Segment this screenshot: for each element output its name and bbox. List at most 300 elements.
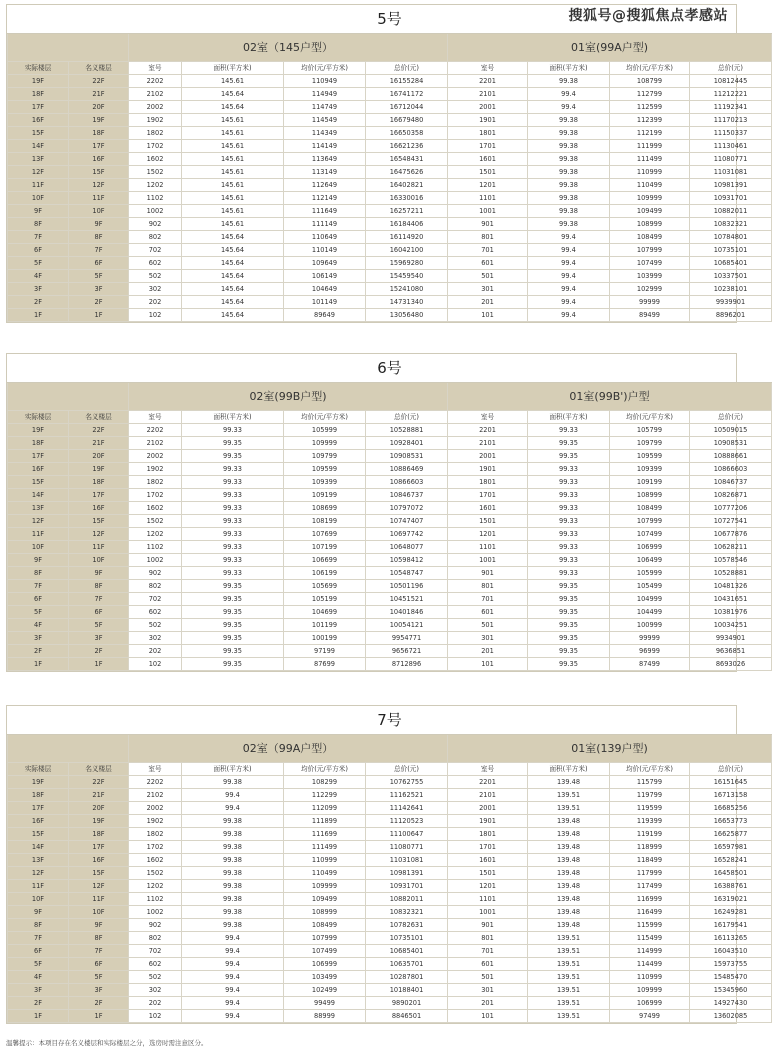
building-title: 6号 bbox=[8, 354, 772, 383]
cell-room-no: 2002 bbox=[129, 802, 182, 815]
cell-room-no: 2202 bbox=[129, 75, 182, 88]
cell-area: 139.48 bbox=[528, 919, 610, 932]
cell-total-price: 10648077 bbox=[366, 541, 448, 554]
cell-area: 139.48 bbox=[528, 867, 610, 880]
table-row bbox=[8, 997, 772, 1010]
cell-total-price: 9934901 bbox=[690, 632, 772, 645]
cell-room-no: 102 bbox=[129, 309, 182, 322]
cell-area: 145.64 bbox=[182, 101, 284, 114]
cell-room-no: 702 bbox=[129, 244, 182, 257]
cell-total-price: 16257211 bbox=[366, 205, 448, 218]
cell-unit-price: 105999 bbox=[610, 567, 690, 580]
cell-area: 99.33 bbox=[182, 502, 284, 515]
cell-room-no: 501 bbox=[448, 270, 528, 283]
cell-total-price: 14731340 bbox=[366, 296, 448, 309]
cell-unit-price: 111649 bbox=[284, 205, 366, 218]
cell-total-price: 16043510 bbox=[690, 945, 772, 958]
table-row bbox=[8, 192, 772, 205]
cell-total-price: 10287801 bbox=[366, 971, 448, 984]
table-row bbox=[8, 179, 772, 192]
table-row bbox=[8, 528, 772, 541]
table-row bbox=[8, 984, 772, 997]
cell-room-no: 1801 bbox=[448, 127, 528, 140]
cell-total-price: 9939901 bbox=[690, 296, 772, 309]
cell-total-price: 11120523 bbox=[366, 815, 448, 828]
table-row bbox=[8, 283, 772, 296]
cell-unit-price: 117499 bbox=[610, 880, 690, 893]
cell-total-price: 10337501 bbox=[690, 270, 772, 283]
table-row bbox=[8, 515, 772, 528]
cell-nominal-floor: 17F bbox=[69, 140, 129, 153]
cell-unit-price: 109999 bbox=[610, 984, 690, 997]
cell-unit-price: 109799 bbox=[610, 437, 690, 450]
cell-unit-price: 107499 bbox=[610, 528, 690, 541]
table-row bbox=[8, 841, 772, 854]
cell-total-price: 16184406 bbox=[366, 218, 448, 231]
cell-room-no: 1502 bbox=[129, 867, 182, 880]
cell-total-price: 11031081 bbox=[690, 166, 772, 179]
cell-total-price: 16249281 bbox=[690, 906, 772, 919]
cell-room-no: 2101 bbox=[448, 437, 528, 450]
cell-actual-floor: 12F bbox=[8, 515, 69, 528]
cell-area: 99.33 bbox=[528, 502, 610, 515]
cell-room-no: 802 bbox=[129, 580, 182, 593]
cell-nominal-floor: 5F bbox=[69, 971, 129, 984]
cell-total-price: 10578546 bbox=[690, 554, 772, 567]
cell-area: 99.35 bbox=[182, 606, 284, 619]
cell-unit-price: 109799 bbox=[284, 450, 366, 463]
cell-actual-floor: 11F bbox=[8, 179, 69, 192]
cell-total-price: 16402821 bbox=[366, 179, 448, 192]
cell-unit-price: 106999 bbox=[284, 958, 366, 971]
cell-unit-price: 87499 bbox=[610, 658, 690, 671]
cell-unit-price: 116999 bbox=[610, 893, 690, 906]
cell-room-no: 1902 bbox=[129, 815, 182, 828]
cell-area: 99.33 bbox=[528, 515, 610, 528]
cell-room-no: 1102 bbox=[129, 893, 182, 906]
cell-nominal-floor: 8F bbox=[69, 932, 129, 945]
cell-unit-price: 103999 bbox=[610, 270, 690, 283]
cell-total-price: 10797072 bbox=[366, 502, 448, 515]
table-row bbox=[8, 580, 772, 593]
cell-total-price: 10866603 bbox=[690, 463, 772, 476]
cell-total-price: 16155284 bbox=[366, 75, 448, 88]
cell-area: 145.61 bbox=[182, 166, 284, 179]
cell-unit-price: 110499 bbox=[610, 179, 690, 192]
cell-unit-price: 109599 bbox=[284, 463, 366, 476]
cell-area: 139.48 bbox=[528, 815, 610, 828]
cell-total-price: 10054121 bbox=[366, 619, 448, 632]
cell-nominal-floor: 16F bbox=[69, 854, 129, 867]
cell-nominal-floor: 12F bbox=[69, 179, 129, 192]
cell-room-no: 901 bbox=[448, 567, 528, 580]
cell-total-price: 16621236 bbox=[366, 140, 448, 153]
cell-area: 99.35 bbox=[182, 437, 284, 450]
cell-area: 139.51 bbox=[528, 802, 610, 815]
cell-room-no: 502 bbox=[129, 270, 182, 283]
cell-unit-price: 117999 bbox=[610, 867, 690, 880]
cell-unit-price: 111499 bbox=[610, 153, 690, 166]
column-header-room-no: 室号 bbox=[448, 411, 528, 424]
cell-area: 99.4 bbox=[528, 283, 610, 296]
cell-unit-price: 119199 bbox=[610, 828, 690, 841]
cell-total-price: 8846501 bbox=[366, 1010, 448, 1023]
cell-area: 99.4 bbox=[182, 1010, 284, 1023]
cell-unit-price: 108999 bbox=[284, 906, 366, 919]
cell-room-no: 801 bbox=[448, 932, 528, 945]
cell-area: 145.61 bbox=[182, 114, 284, 127]
cell-unit-price: 113149 bbox=[284, 166, 366, 179]
cell-area: 139.48 bbox=[528, 906, 610, 919]
cell-unit-price: 114749 bbox=[284, 101, 366, 114]
cell-room-no: 901 bbox=[448, 919, 528, 932]
column-header-actual-floor: 实际楼层 bbox=[8, 763, 69, 776]
cell-nominal-floor: 20F bbox=[69, 101, 129, 114]
cell-area: 99.4 bbox=[528, 257, 610, 270]
cell-area: 99.38 bbox=[182, 776, 284, 789]
cell-total-price: 11212221 bbox=[690, 88, 772, 101]
cell-unit-price: 110999 bbox=[284, 854, 366, 867]
cell-room-no: 101 bbox=[448, 309, 528, 322]
cell-area: 99.33 bbox=[182, 541, 284, 554]
cell-room-no: 2001 bbox=[448, 802, 528, 815]
cell-unit-price: 109999 bbox=[284, 880, 366, 893]
cell-actual-floor: 13F bbox=[8, 153, 69, 166]
group-spacer bbox=[8, 34, 129, 62]
table-row bbox=[8, 593, 772, 606]
cell-total-price: 10908531 bbox=[366, 450, 448, 463]
table-row bbox=[8, 489, 772, 502]
cell-unit-price: 109999 bbox=[610, 192, 690, 205]
column-header-room-no: 室号 bbox=[129, 62, 182, 75]
table-row bbox=[8, 893, 772, 906]
cell-actual-floor: 9F bbox=[8, 906, 69, 919]
cell-room-no: 1901 bbox=[448, 114, 528, 127]
cell-total-price: 11170213 bbox=[690, 114, 772, 127]
cell-unit-price: 108999 bbox=[610, 489, 690, 502]
table-row bbox=[8, 789, 772, 802]
table-row bbox=[8, 424, 772, 437]
cell-actual-floor: 15F bbox=[8, 828, 69, 841]
cell-nominal-floor: 10F bbox=[69, 906, 129, 919]
cell-unit-price: 112799 bbox=[610, 88, 690, 101]
cell-room-no: 602 bbox=[129, 958, 182, 971]
cell-nominal-floor: 9F bbox=[69, 567, 129, 580]
cell-actual-floor: 19F bbox=[8, 75, 69, 88]
cell-unit-price: 99999 bbox=[610, 632, 690, 645]
cell-unit-price: 107499 bbox=[610, 257, 690, 270]
cell-nominal-floor: 11F bbox=[69, 893, 129, 906]
cell-area: 139.48 bbox=[528, 841, 610, 854]
table-row bbox=[8, 114, 772, 127]
cell-area: 145.64 bbox=[182, 296, 284, 309]
footnote: 温馨提示：本项目存在名义楼层和实际楼层之分，选房时需注意区分。 bbox=[6, 1039, 208, 1047]
cell-room-no: 1001 bbox=[448, 205, 528, 218]
cell-nominal-floor: 7F bbox=[69, 593, 129, 606]
cell-unit-price: 102999 bbox=[610, 283, 690, 296]
cell-total-price: 9636851 bbox=[690, 645, 772, 658]
table-row bbox=[8, 88, 772, 101]
cell-total-price: 11031081 bbox=[366, 854, 448, 867]
building-title: 5号 bbox=[8, 5, 772, 34]
cell-unit-price: 114949 bbox=[284, 88, 366, 101]
table-row bbox=[8, 658, 772, 671]
cell-total-price: 16741172 bbox=[366, 88, 448, 101]
cell-area: 99.4 bbox=[528, 101, 610, 114]
cell-unit-price: 110649 bbox=[284, 231, 366, 244]
table-row bbox=[8, 619, 772, 632]
cell-actual-floor: 12F bbox=[8, 867, 69, 880]
cell-unit-price: 104999 bbox=[610, 593, 690, 606]
table-row bbox=[8, 958, 772, 971]
cell-room-no: 701 bbox=[448, 244, 528, 257]
cell-room-no: 501 bbox=[448, 971, 528, 984]
cell-actual-floor: 17F bbox=[8, 101, 69, 114]
cell-actual-floor: 9F bbox=[8, 205, 69, 218]
cell-area: 99.38 bbox=[182, 815, 284, 828]
cell-unit-price: 105999 bbox=[284, 424, 366, 437]
cell-actual-floor: 15F bbox=[8, 127, 69, 140]
table-row bbox=[8, 309, 772, 322]
column-header-actual-floor: 实际楼层 bbox=[8, 62, 69, 75]
table-row bbox=[8, 218, 772, 231]
cell-unit-price: 112399 bbox=[610, 114, 690, 127]
cell-nominal-floor: 6F bbox=[69, 606, 129, 619]
cell-area: 145.61 bbox=[182, 192, 284, 205]
cell-actual-floor: 13F bbox=[8, 854, 69, 867]
cell-unit-price: 112649 bbox=[284, 179, 366, 192]
cell-room-no: 2101 bbox=[448, 789, 528, 802]
cell-total-price: 13602085 bbox=[690, 1010, 772, 1023]
cell-area: 145.64 bbox=[182, 257, 284, 270]
cell-area: 99.33 bbox=[182, 515, 284, 528]
cell-actual-floor: 8F bbox=[8, 567, 69, 580]
cell-area: 99.38 bbox=[528, 218, 610, 231]
cell-unit-price: 106699 bbox=[284, 554, 366, 567]
cell-unit-price: 114549 bbox=[284, 114, 366, 127]
table-row bbox=[8, 776, 772, 789]
cell-total-price: 10846737 bbox=[366, 489, 448, 502]
cell-room-no: 1501 bbox=[448, 515, 528, 528]
cell-actual-floor: 16F bbox=[8, 815, 69, 828]
cell-area: 99.35 bbox=[528, 606, 610, 619]
cell-nominal-floor: 21F bbox=[69, 789, 129, 802]
cell-nominal-floor: 2F bbox=[69, 296, 129, 309]
cell-area: 99.33 bbox=[182, 489, 284, 502]
cell-room-no: 302 bbox=[129, 632, 182, 645]
cell-nominal-floor: 15F bbox=[69, 867, 129, 880]
cell-total-price: 10846737 bbox=[690, 476, 772, 489]
cell-nominal-floor: 1F bbox=[69, 1010, 129, 1023]
cell-room-no: 801 bbox=[448, 580, 528, 593]
cell-unit-price: 101149 bbox=[284, 296, 366, 309]
cell-total-price: 10238101 bbox=[690, 283, 772, 296]
cell-unit-price: 114149 bbox=[284, 140, 366, 153]
cell-total-price: 10677876 bbox=[690, 528, 772, 541]
cell-total-price: 10034251 bbox=[690, 619, 772, 632]
cell-area: 99.35 bbox=[528, 645, 610, 658]
cell-room-no: 502 bbox=[129, 619, 182, 632]
cell-area: 99.4 bbox=[528, 296, 610, 309]
cell-room-no: 2001 bbox=[448, 450, 528, 463]
cell-total-price: 10882011 bbox=[690, 205, 772, 218]
cell-unit-price: 97199 bbox=[284, 645, 366, 658]
building-title: 7号 bbox=[8, 706, 772, 735]
cell-total-price: 10981391 bbox=[366, 867, 448, 880]
cell-area: 99.4 bbox=[528, 309, 610, 322]
cell-unit-price: 108699 bbox=[284, 502, 366, 515]
cell-area: 139.51 bbox=[528, 958, 610, 971]
cell-total-price: 10931701 bbox=[690, 192, 772, 205]
cell-unit-price: 119599 bbox=[610, 802, 690, 815]
cell-room-no: 202 bbox=[129, 645, 182, 658]
cell-actual-floor: 16F bbox=[8, 463, 69, 476]
building-6-table bbox=[6, 353, 748, 672]
cell-area: 145.61 bbox=[182, 153, 284, 166]
cell-total-price: 10888661 bbox=[690, 450, 772, 463]
cell-total-price: 15969280 bbox=[366, 257, 448, 270]
cell-actual-floor: 16F bbox=[8, 114, 69, 127]
cell-area: 99.33 bbox=[182, 554, 284, 567]
cell-area: 99.38 bbox=[528, 114, 610, 127]
column-header-actual-floor: 实际楼层 bbox=[8, 411, 69, 424]
cell-total-price: 16548431 bbox=[366, 153, 448, 166]
cell-actual-floor: 4F bbox=[8, 619, 69, 632]
cell-unit-price: 112599 bbox=[610, 101, 690, 114]
cell-room-no: 101 bbox=[448, 658, 528, 671]
cell-nominal-floor: 9F bbox=[69, 218, 129, 231]
cell-room-no: 201 bbox=[448, 296, 528, 309]
cell-room-no: 1502 bbox=[129, 515, 182, 528]
cell-unit-price: 103499 bbox=[284, 971, 366, 984]
cell-unit-price: 107499 bbox=[284, 945, 366, 958]
cell-room-no: 501 bbox=[448, 619, 528, 632]
cell-actual-floor: 4F bbox=[8, 270, 69, 283]
table-row bbox=[8, 828, 772, 841]
table-row bbox=[8, 75, 772, 88]
cell-actual-floor: 12F bbox=[8, 166, 69, 179]
cell-total-price: 16713158 bbox=[690, 789, 772, 802]
cell-area: 99.4 bbox=[528, 88, 610, 101]
cell-unit-price: 102499 bbox=[284, 984, 366, 997]
cell-room-no: 301 bbox=[448, 632, 528, 645]
cell-nominal-floor: 5F bbox=[69, 619, 129, 632]
cell-nominal-floor: 7F bbox=[69, 945, 129, 958]
column-header-unit-price: 均价(元/平方米) bbox=[284, 62, 366, 75]
cell-area: 99.35 bbox=[528, 658, 610, 671]
table-row bbox=[8, 945, 772, 958]
cell-nominal-floor: 18F bbox=[69, 828, 129, 841]
cell-room-no: 1101 bbox=[448, 192, 528, 205]
cell-unit-price: 115799 bbox=[610, 776, 690, 789]
cell-unit-price: 109599 bbox=[610, 450, 690, 463]
table-row bbox=[8, 476, 772, 489]
cell-area: 99.38 bbox=[182, 880, 284, 893]
cell-nominal-floor: 1F bbox=[69, 309, 129, 322]
cell-area: 139.48 bbox=[528, 828, 610, 841]
cell-room-no: 1201 bbox=[448, 528, 528, 541]
cell-room-no: 202 bbox=[129, 296, 182, 309]
cell-total-price: 10548747 bbox=[366, 567, 448, 580]
column-header-room-no: 室号 bbox=[129, 411, 182, 424]
cell-area: 99.33 bbox=[528, 541, 610, 554]
cell-area: 99.4 bbox=[182, 945, 284, 958]
column-header-total-price: 总价(元) bbox=[690, 411, 772, 424]
cell-actual-floor: 6F bbox=[8, 593, 69, 606]
cell-actual-floor: 7F bbox=[8, 231, 69, 244]
cell-room-no: 1902 bbox=[129, 463, 182, 476]
cell-unit-price: 87699 bbox=[284, 658, 366, 671]
cell-room-no: 2201 bbox=[448, 75, 528, 88]
column-header-nominal-floor: 名义楼层 bbox=[69, 411, 129, 424]
cell-nominal-floor: 3F bbox=[69, 984, 129, 997]
cell-unit-price: 107999 bbox=[610, 244, 690, 257]
cell-total-price: 10635701 bbox=[366, 958, 448, 971]
cell-actual-floor: 8F bbox=[8, 919, 69, 932]
cell-unit-price: 88999 bbox=[284, 1010, 366, 1023]
cell-unit-price: 105499 bbox=[610, 580, 690, 593]
cell-actual-floor: 3F bbox=[8, 632, 69, 645]
cell-nominal-floor: 22F bbox=[69, 75, 129, 88]
cell-nominal-floor: 17F bbox=[69, 841, 129, 854]
cell-unit-price: 111899 bbox=[284, 815, 366, 828]
cell-unit-price: 109649 bbox=[284, 257, 366, 270]
cell-room-no: 1901 bbox=[448, 815, 528, 828]
cell-room-no: 2202 bbox=[129, 424, 182, 437]
cell-unit-price: 104699 bbox=[284, 606, 366, 619]
cell-room-no: 2102 bbox=[129, 88, 182, 101]
cell-room-no: 1101 bbox=[448, 893, 528, 906]
cell-unit-price: 108199 bbox=[284, 515, 366, 528]
table-row bbox=[8, 127, 772, 140]
cell-unit-price: 107199 bbox=[284, 541, 366, 554]
cell-area: 99.33 bbox=[182, 424, 284, 437]
cell-total-price: 16650358 bbox=[366, 127, 448, 140]
cell-area: 99.33 bbox=[182, 528, 284, 541]
cell-total-price: 10685401 bbox=[366, 945, 448, 958]
cell-room-no: 1702 bbox=[129, 489, 182, 502]
cell-total-price: 10481326 bbox=[690, 580, 772, 593]
cell-unit-price: 116499 bbox=[610, 906, 690, 919]
column-header-unit-price: 均价(元/平方米) bbox=[610, 411, 690, 424]
cell-area: 145.64 bbox=[182, 231, 284, 244]
cell-area: 145.64 bbox=[182, 283, 284, 296]
cell-total-price: 16625877 bbox=[690, 828, 772, 841]
cell-area: 99.38 bbox=[528, 192, 610, 205]
cell-unit-price: 107699 bbox=[284, 528, 366, 541]
column-header-nominal-floor: 名义楼层 bbox=[69, 62, 129, 75]
cell-total-price: 16179541 bbox=[690, 919, 772, 932]
cell-unit-price: 101199 bbox=[284, 619, 366, 632]
cell-actual-floor: 18F bbox=[8, 88, 69, 101]
cell-unit-price: 118499 bbox=[610, 854, 690, 867]
table-row bbox=[8, 296, 772, 309]
column-header-unit-price: 均价(元/平方米) bbox=[284, 411, 366, 424]
cell-unit-price: 114499 bbox=[610, 958, 690, 971]
column-header-total-price: 总价(元) bbox=[366, 62, 448, 75]
cell-total-price: 16113265 bbox=[690, 932, 772, 945]
cell-unit-price: 89499 bbox=[610, 309, 690, 322]
cell-total-price: 11080771 bbox=[690, 153, 772, 166]
cell-unit-price: 110999 bbox=[610, 166, 690, 179]
cell-room-no: 902 bbox=[129, 218, 182, 231]
cell-area: 99.4 bbox=[182, 802, 284, 815]
cell-actual-floor: 14F bbox=[8, 841, 69, 854]
cell-area: 99.33 bbox=[528, 463, 610, 476]
cell-actual-floor: 7F bbox=[8, 580, 69, 593]
cell-area: 99.38 bbox=[182, 919, 284, 932]
cell-room-no: 1802 bbox=[129, 476, 182, 489]
